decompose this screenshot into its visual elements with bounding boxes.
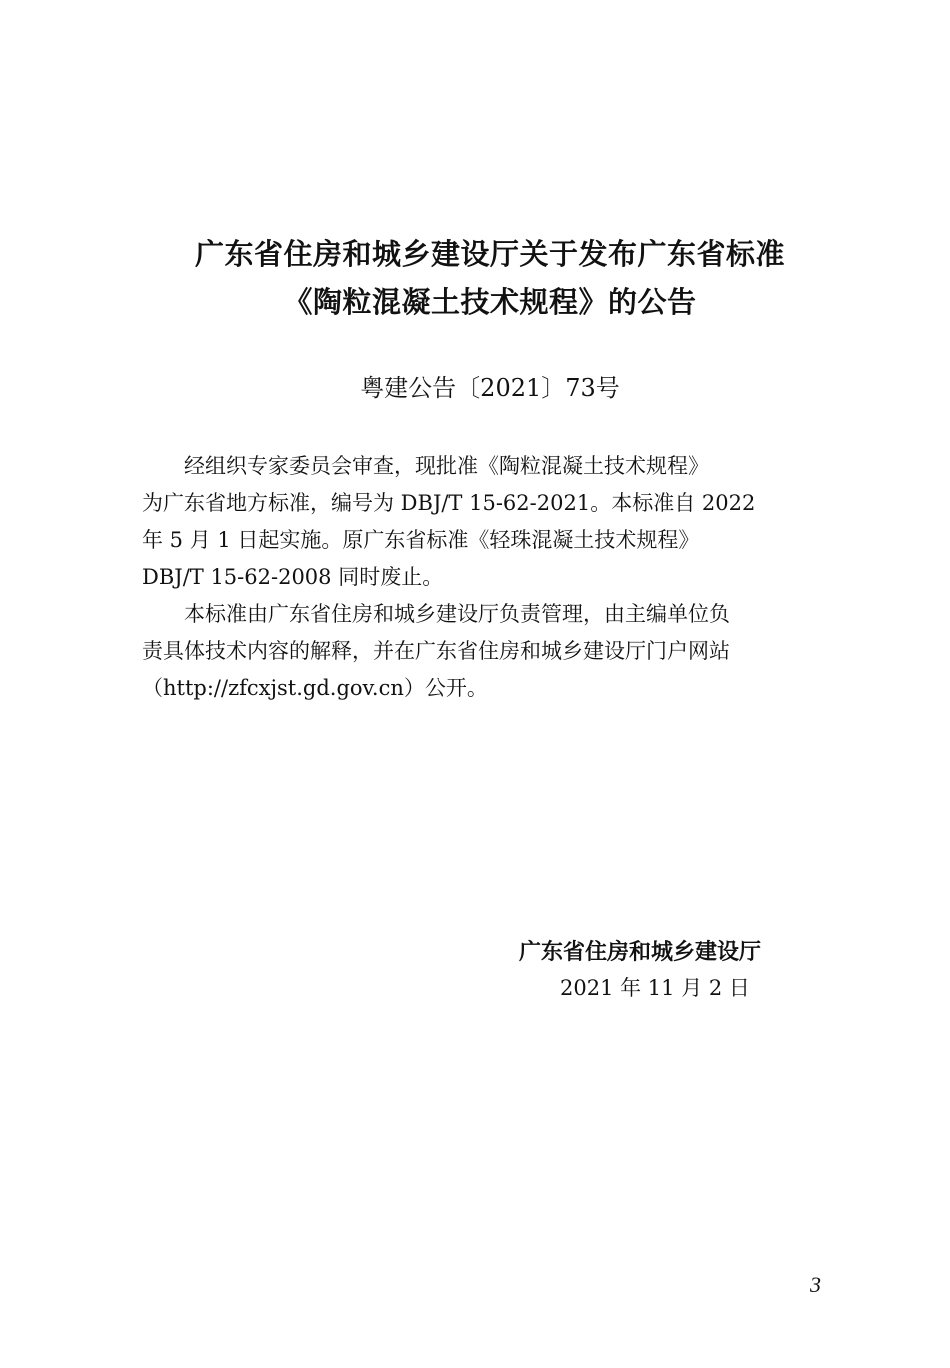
paragraph-2-line-1: 本标准由广东省住房和城乡建设厅负责管理，由主编单位负 xyxy=(142,602,730,626)
paragraph-2-line-3: （http://zfcxjst.gd.gov.cn）公开。 xyxy=(142,676,488,700)
paragraph-1-line-2: 为广东省地方标准，编号为 DBJ/T 15-62-2021。本标准自 2022 xyxy=(142,491,756,515)
paragraph-1-line-4: DBJ/T 15-62-2008 同时废止。 xyxy=(142,565,444,589)
page-number: 3 xyxy=(810,1272,821,1297)
notice-title-line-2: 《陶粒混凝土技术规程》的公告 xyxy=(283,285,697,319)
issue-date: 2021 年 11 月 2 日 xyxy=(560,976,750,1000)
issuer-name: 广东省住房和城乡建设厅 xyxy=(519,940,762,965)
paragraph-2-line-2: 责具体技术内容的解释，并在广东省住房和城乡建设厅门户网站 xyxy=(142,639,730,663)
paragraph-1-line-3: 年 5 月 1 日起实施。原广东省标准《轻珠混凝土技术规程》 xyxy=(142,528,700,552)
notice-document-number: 粤建公告〔2021〕73号 xyxy=(360,374,620,402)
paragraph-1-line-1: 经组织专家委员会审查，现批准《陶粒混凝土技术规程》 xyxy=(142,454,709,478)
notice-title-line-1: 广东省住房和城乡建设厅关于发布广东省标准 xyxy=(194,237,785,271)
